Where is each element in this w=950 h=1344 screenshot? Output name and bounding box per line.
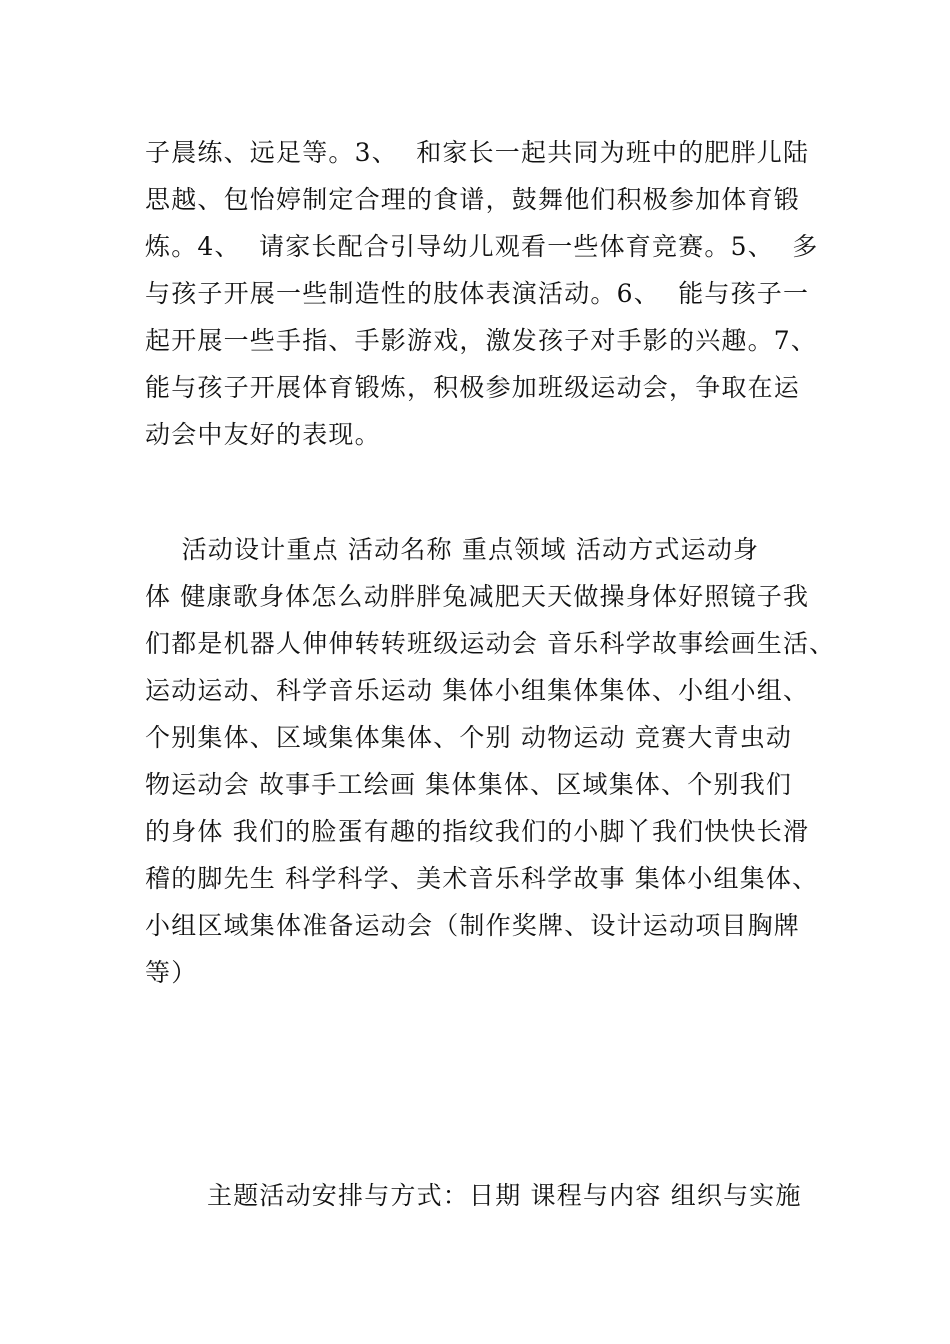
paragraph-1-line: 子晨练、远足等。3、 和家长一起共同为班中的肥胖儿陆 [145,138,810,167]
paragraph-2-line: 稽的脚先生 科学科学、美术音乐科学故事 集体小组集体、 [145,864,819,893]
section-heading: 主题活动安排与方式：日期 课程与内容 组织与实施 [207,1181,802,1210]
paragraph-2-line: 物运动会 故事手工绘画 集体集体、区域集体、个别我们 [145,770,793,799]
paragraph-2-line: 的身体 我们的脸蛋有趣的指纹我们的小脚丫我们快快长滑 [145,817,810,846]
paragraph-1-line: 动会中友好的表现。 [145,420,381,449]
paragraph-1-line: 思越、包怡婷制定合理的食谱，鼓舞他们积极参加体育锻 [145,185,801,214]
paragraph-2-line: 个别集体、区域集体集体、个别 动物运动 竞赛大青虫动 [145,723,793,752]
paragraph-2-line: 运动运动、科学音乐运动 集体小组集体集体、小组小组、 [145,676,810,705]
paragraph-1-line: 能与孩子开展体育锻炼，积极参加班级运动会，争取在运 [145,373,801,402]
paragraph-1-line: 起开展一些手指、手影游戏，激发孩子对手影的兴趣。7、 [145,326,818,355]
paragraph-2-line: 们都是机器人伸伸转转班级运动会 音乐科学故事绘画生活、 [145,629,836,658]
paragraph-2-line: 体 健康歌身体怎么动胖胖兔减肥天天做操身体好照镜子我 [145,582,810,611]
paragraph-1-line: 炼。4、 请家长配合引导幼儿观看一些体育竞赛。5、 多 [145,232,819,261]
paragraph-2-line: 活动设计重点 活动名称 重点领域 活动方式运动身 [145,535,760,564]
paragraph-2-line: 小组区域集体准备运动会（制作奖牌、设计运动项目胸牌 [145,911,801,940]
paragraph-2-line: 等） [145,958,198,987]
paragraph-1-line: 与孩子开展一些制造性的肢体表演活动。6、 能与孩子一 [145,279,810,308]
